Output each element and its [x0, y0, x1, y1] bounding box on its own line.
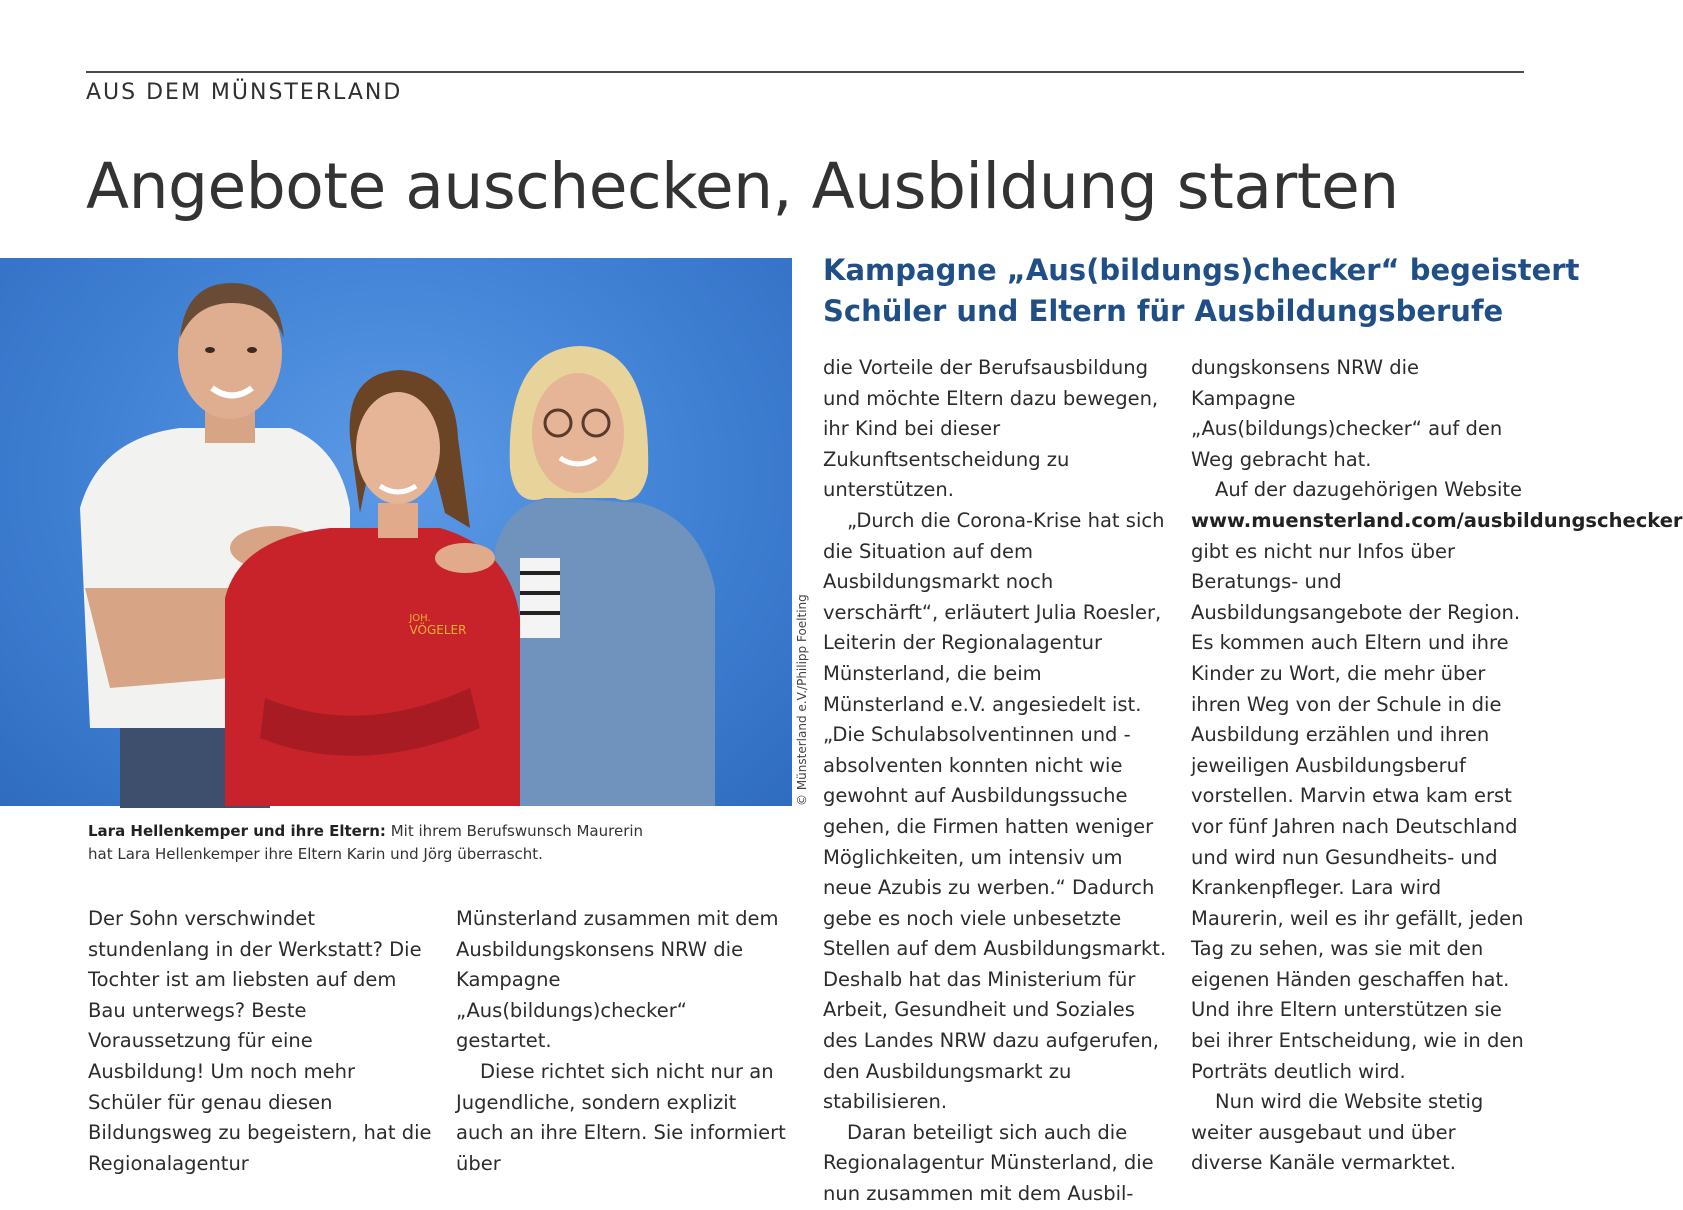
column-3: [823, 353, 1168, 1210]
column-1: [88, 904, 433, 1179]
column-4: [1191, 353, 1683, 1179]
caption-bold: Lara Hellenkemper und ihre Eltern:: [88, 822, 386, 840]
paragraph: Diese richtet sich nicht nur an Jugendliche, sondern explizit auch an ihre Eltern. Sie informiert über: [456, 1059, 786, 1175]
paragraph: dungskonsens NRW die Kampagne „Aus(bildungs)checker“ auf den Weg gebracht hat.: [1191, 356, 1503, 471]
paragraph: Nun wird die Website stetig weiter ausgebaut und über diverse Kanäle vermarktet.: [1191, 1090, 1484, 1175]
subheadline-line-2: Schüler und Eltern für Ausbildungsberufe: [823, 294, 1504, 328]
svg-text:JOH.: JOH.: [409, 613, 431, 624]
family-illustration: [0, 258, 792, 806]
paragraph: Auf der dazugehörigen Website www.muensterland.com/ausbildungschecker gibt es nicht nur Infos über Beratungs- und Ausbildungsangebote der Region. Es kommen auch Eltern und ihre Kinder zu Wort, die mehr über ihren Weg von der Schule in die Ausbildung erzählen und ihren jeweiligen Ausbildungsberuf vorstellen. Marvin etwa kam erst vor fünf Jahren nach Deutschland und wird nun Gesundheits- und Krankenpfleger. Lara wird Maurerin, weil es ihr gefällt, jeden Tag zu sehen, was sie mit den eigenen Händen geschaffen hat. Und ihre Eltern unterstützen sie bei ihrer Entscheidung, wie in den Porträts deutlich wird.: [1191, 478, 1683, 1083]
caption-text: Mit ihrem Berufswunsch Maurerin hat Lara Hellenkemper ihre Eltern Karin und Jörg überrascht.: [88, 822, 644, 863]
paragraph: Daran beteiligt sich auch die Regionalagentur Münsterland, die nun zusammen mit dem Ausbil-: [823, 1120, 1154, 1206]
mother-figure: [495, 346, 715, 806]
paragraph: „Durch die Corona-Krise hat sich die Situation auf dem Ausbildungsmarkt noch verschärft“, erläutert Julia Roesler, Leiterin der Regionalagentur Münsterland, die beim Münsterland e.V. angesiedelt ist. „Die Schulabsolventinnen und -absolventen konnten nicht wie gewohnt auf Ausbildungssuche gehen, die Firmen hatten weniger Möglichkeiten, um intensiv um neue Azubis zu werben.“ Dadurch gebe es noch viele unbesetzte Stellen auf dem Ausbildungsmarkt. Deshalb hat das Ministerium für Arbeit, Gesundheit und Soziales des Landes NRW dazu aufgerufen, den Ausbildungsmarkt zu stabilisieren.: [823, 508, 1167, 1114]
photo-caption: [88, 820, 648, 866]
paragraph: Münsterland zusammen mit dem Ausbildungskonsens NRW die Kampagne „Aus(bildungs)checker“ gestartet.: [456, 907, 779, 1053]
svg-text:VÖGELER: VÖGELER: [409, 623, 467, 637]
article-headline: Angebote auschecken, Ausbildung starten: [86, 150, 1399, 223]
subheadline-line-1: Kampagne „Aus(bildungs)checker“ begeistert: [823, 253, 1580, 287]
section-label: AUS DEM MÜNSTERLAND: [86, 80, 403, 105]
article-subheadline: [823, 250, 1580, 332]
top-rule: [86, 71, 1524, 73]
paragraph: die Vorteile der Berufsausbildung und möchte Eltern dazu bewegen, ihr Kind bei dieser Zukunftsentscheidung zu unterstützen.: [823, 356, 1159, 502]
family-photo: [0, 258, 792, 806]
column-2: [456, 904, 786, 1179]
website-link[interactable]: www.muensterland.com/ausbildungschecker: [1191, 508, 1683, 532]
paragraph: Der Sohn verschwindet stundenlang in der Werkstatt? Die Tochter ist am liebsten auf dem Bau unterwegs? Beste Voraussetzung für eine Ausbildung! Um noch mehr Schüler für genau diesen Bildungsweg zu begeistern, hat die Regionalagentur: [88, 907, 432, 1175]
